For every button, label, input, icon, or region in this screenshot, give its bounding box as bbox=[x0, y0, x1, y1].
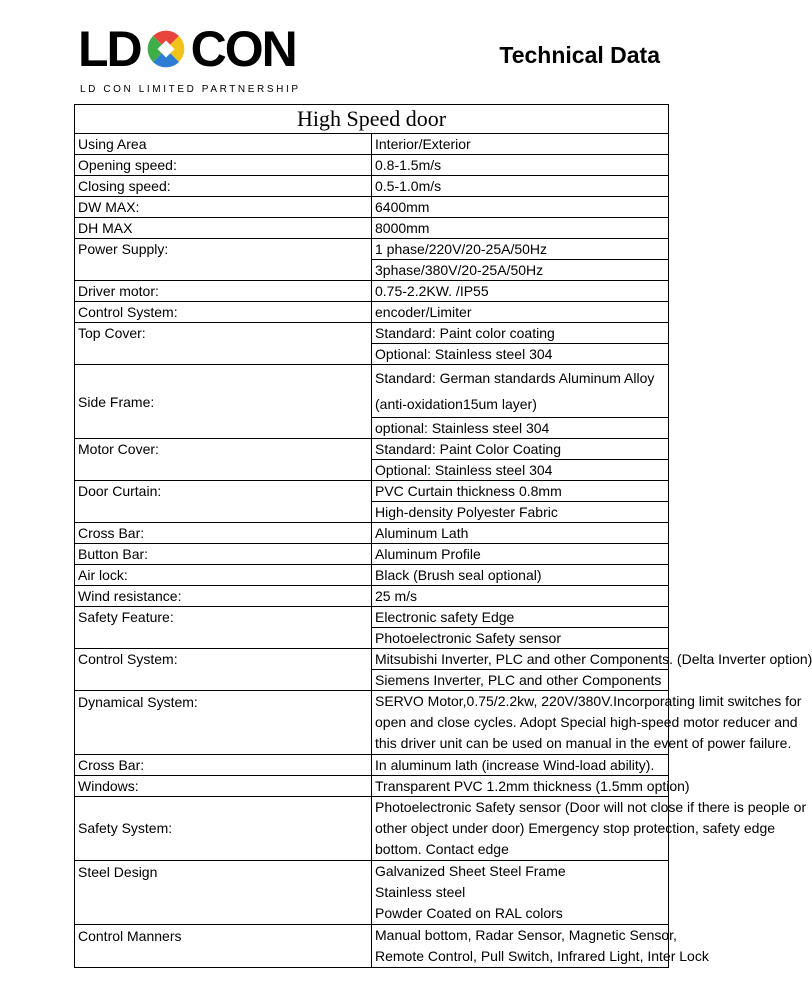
table-row bbox=[75, 586, 669, 607]
table-row bbox=[75, 755, 669, 776]
row-value: 0.75-2.2KW. /IP55 bbox=[372, 281, 669, 302]
table-row bbox=[75, 797, 669, 861]
table-row bbox=[75, 302, 669, 323]
table-row bbox=[75, 218, 669, 239]
row-label: Driver motor: bbox=[75, 281, 372, 302]
value-line: open and close cycles. Adopt Special high-speed motor reducer and bbox=[375, 714, 798, 730]
row-label: Safety System: bbox=[75, 797, 372, 861]
row-value: Interior/Exterior bbox=[372, 134, 669, 155]
table-row bbox=[75, 197, 669, 218]
table-row bbox=[75, 565, 669, 586]
row-value: Standard: Paint color coating bbox=[372, 323, 669, 344]
logo-text-right: CON bbox=[190, 21, 296, 77]
document-title: Technical Data bbox=[499, 42, 660, 68]
row-label: Motor Cover: bbox=[75, 439, 372, 481]
row-value: 1 phase/220V/20-25A/50Hz bbox=[372, 239, 669, 260]
row-value: Optional: Stainless steel 304 bbox=[372, 344, 669, 365]
value-line: SERVO Motor,0.75/2.2kw, 220V/380V.Incorporating limit switches for bbox=[375, 693, 802, 709]
row-label: Cross Bar: bbox=[75, 523, 372, 544]
row-label: Control System: bbox=[75, 302, 372, 323]
row-label: DH MAX bbox=[75, 218, 372, 239]
row-label: Opening speed: bbox=[75, 155, 372, 176]
row-value: Standard: German standards Aluminum Alloy bbox=[372, 365, 669, 392]
value-line: Powder Coated on RAL colors bbox=[375, 905, 563, 921]
table-row bbox=[75, 281, 669, 302]
table-row bbox=[75, 481, 669, 502]
row-label: Control Manners bbox=[75, 925, 372, 968]
row-label: Power Supply: bbox=[75, 239, 372, 281]
row-label: Safety Feature: bbox=[75, 607, 372, 649]
row-value: encoder/Limiter bbox=[372, 302, 669, 323]
value-line: Photoelectronic Safety sensor (Door will not close if there is people or bbox=[375, 799, 807, 815]
row-value: In aluminum lath (increase Wind-load ability). bbox=[372, 755, 669, 776]
row-value: 3phase/380V/20-25A/50Hz bbox=[372, 260, 669, 281]
row-label: Air lock: bbox=[75, 565, 372, 586]
row-value: PVC Curtain thickness 0.8mm bbox=[372, 481, 669, 502]
row-value: 6400mm bbox=[372, 197, 669, 218]
row-label: Windows: bbox=[75, 776, 372, 797]
row-value: 0.8-1.5m/s bbox=[372, 155, 669, 176]
value-line: Stainless steel bbox=[375, 884, 466, 900]
row-label: Dynamical System: bbox=[75, 691, 372, 755]
table-row bbox=[75, 523, 669, 544]
row-value: (anti-oxidation15um layer) bbox=[372, 391, 669, 418]
logo-mark-icon bbox=[144, 27, 188, 71]
row-value: Electronic safety Edge bbox=[372, 607, 669, 628]
table-row bbox=[75, 776, 669, 797]
table-row bbox=[75, 439, 669, 460]
table-row bbox=[75, 925, 669, 968]
row-value: Transparent PVC 1.2mm thickness (1.5mm option) bbox=[372, 776, 669, 797]
table-row bbox=[75, 323, 669, 344]
table-title: High Speed door bbox=[75, 105, 669, 134]
row-value: Photoelectronic Safety sensor bbox=[372, 628, 669, 649]
row-label: Top Cover: bbox=[75, 323, 372, 365]
row-label: Wind resistance: bbox=[75, 586, 372, 607]
table-row bbox=[75, 861, 669, 925]
row-value: optional: Stainless steel 304 bbox=[372, 418, 669, 439]
row-value: Siemens Inverter, PLC and other Components bbox=[372, 670, 669, 691]
row-label: Closing speed: bbox=[75, 176, 372, 197]
row-value bbox=[372, 861, 669, 925]
table-row bbox=[75, 239, 669, 260]
row-value: High-density Polyester Fabric bbox=[372, 502, 669, 523]
table-row bbox=[75, 365, 669, 392]
table-row bbox=[75, 134, 669, 155]
row-value: Standard: Paint Color Coating bbox=[372, 439, 669, 460]
row-label: Using Area bbox=[75, 134, 372, 155]
value-line: Manual bottom, Radar Sensor, Magnetic Sensor, bbox=[375, 927, 677, 943]
value-line: other object under door) Emergency stop protection, safety edge bbox=[375, 820, 776, 836]
value-line: this driver unit can be used on manual in the event of power failure. bbox=[375, 735, 792, 751]
row-value bbox=[372, 925, 709, 968]
row-value: 0.5-1.0m/s bbox=[372, 176, 669, 197]
table-row bbox=[75, 649, 669, 670]
logo-subtitle: LD CON LIMITED PARTNERSHIP bbox=[80, 84, 301, 95]
row-value: 25 m/s bbox=[372, 586, 669, 607]
table-row bbox=[75, 544, 669, 565]
row-value: 8000mm bbox=[372, 218, 669, 239]
value-line: Galvanized Sheet Steel Frame bbox=[375, 863, 566, 879]
spec-table bbox=[74, 104, 812, 968]
table-row bbox=[75, 691, 669, 755]
value-line: Remote Control, Pull Switch, Infrared Light, Inter Lock bbox=[375, 948, 709, 964]
row-label: Door Curtain: bbox=[75, 481, 372, 523]
value-line: bottom. Contact edge bbox=[375, 841, 509, 857]
table-row bbox=[75, 607, 669, 628]
row-value: Aluminum Lath bbox=[372, 523, 669, 544]
row-label: Cross Bar: bbox=[75, 755, 372, 776]
company-logo bbox=[78, 21, 296, 77]
logo-text-left: LD bbox=[78, 21, 141, 77]
row-label: Side Frame: bbox=[75, 365, 372, 439]
row-label: Button Bar: bbox=[75, 544, 372, 565]
row-value bbox=[372, 691, 802, 755]
row-value bbox=[372, 797, 807, 861]
row-value: Aluminum Profile bbox=[372, 544, 669, 565]
row-label: Steel Design bbox=[75, 861, 372, 925]
table-row bbox=[75, 155, 669, 176]
row-value: Optional: Stainless steel 304 bbox=[372, 460, 669, 481]
page-header bbox=[0, 0, 732, 104]
row-value: Mitsubishi Inverter, PLC and other Components. (Delta Inverter option) bbox=[372, 649, 669, 670]
row-label: DW MAX: bbox=[75, 197, 372, 218]
table-row bbox=[75, 176, 669, 197]
table-title-row bbox=[75, 105, 669, 134]
row-value: Black (Brush seal optional) bbox=[372, 565, 669, 586]
row-label: Control System: bbox=[75, 649, 372, 691]
